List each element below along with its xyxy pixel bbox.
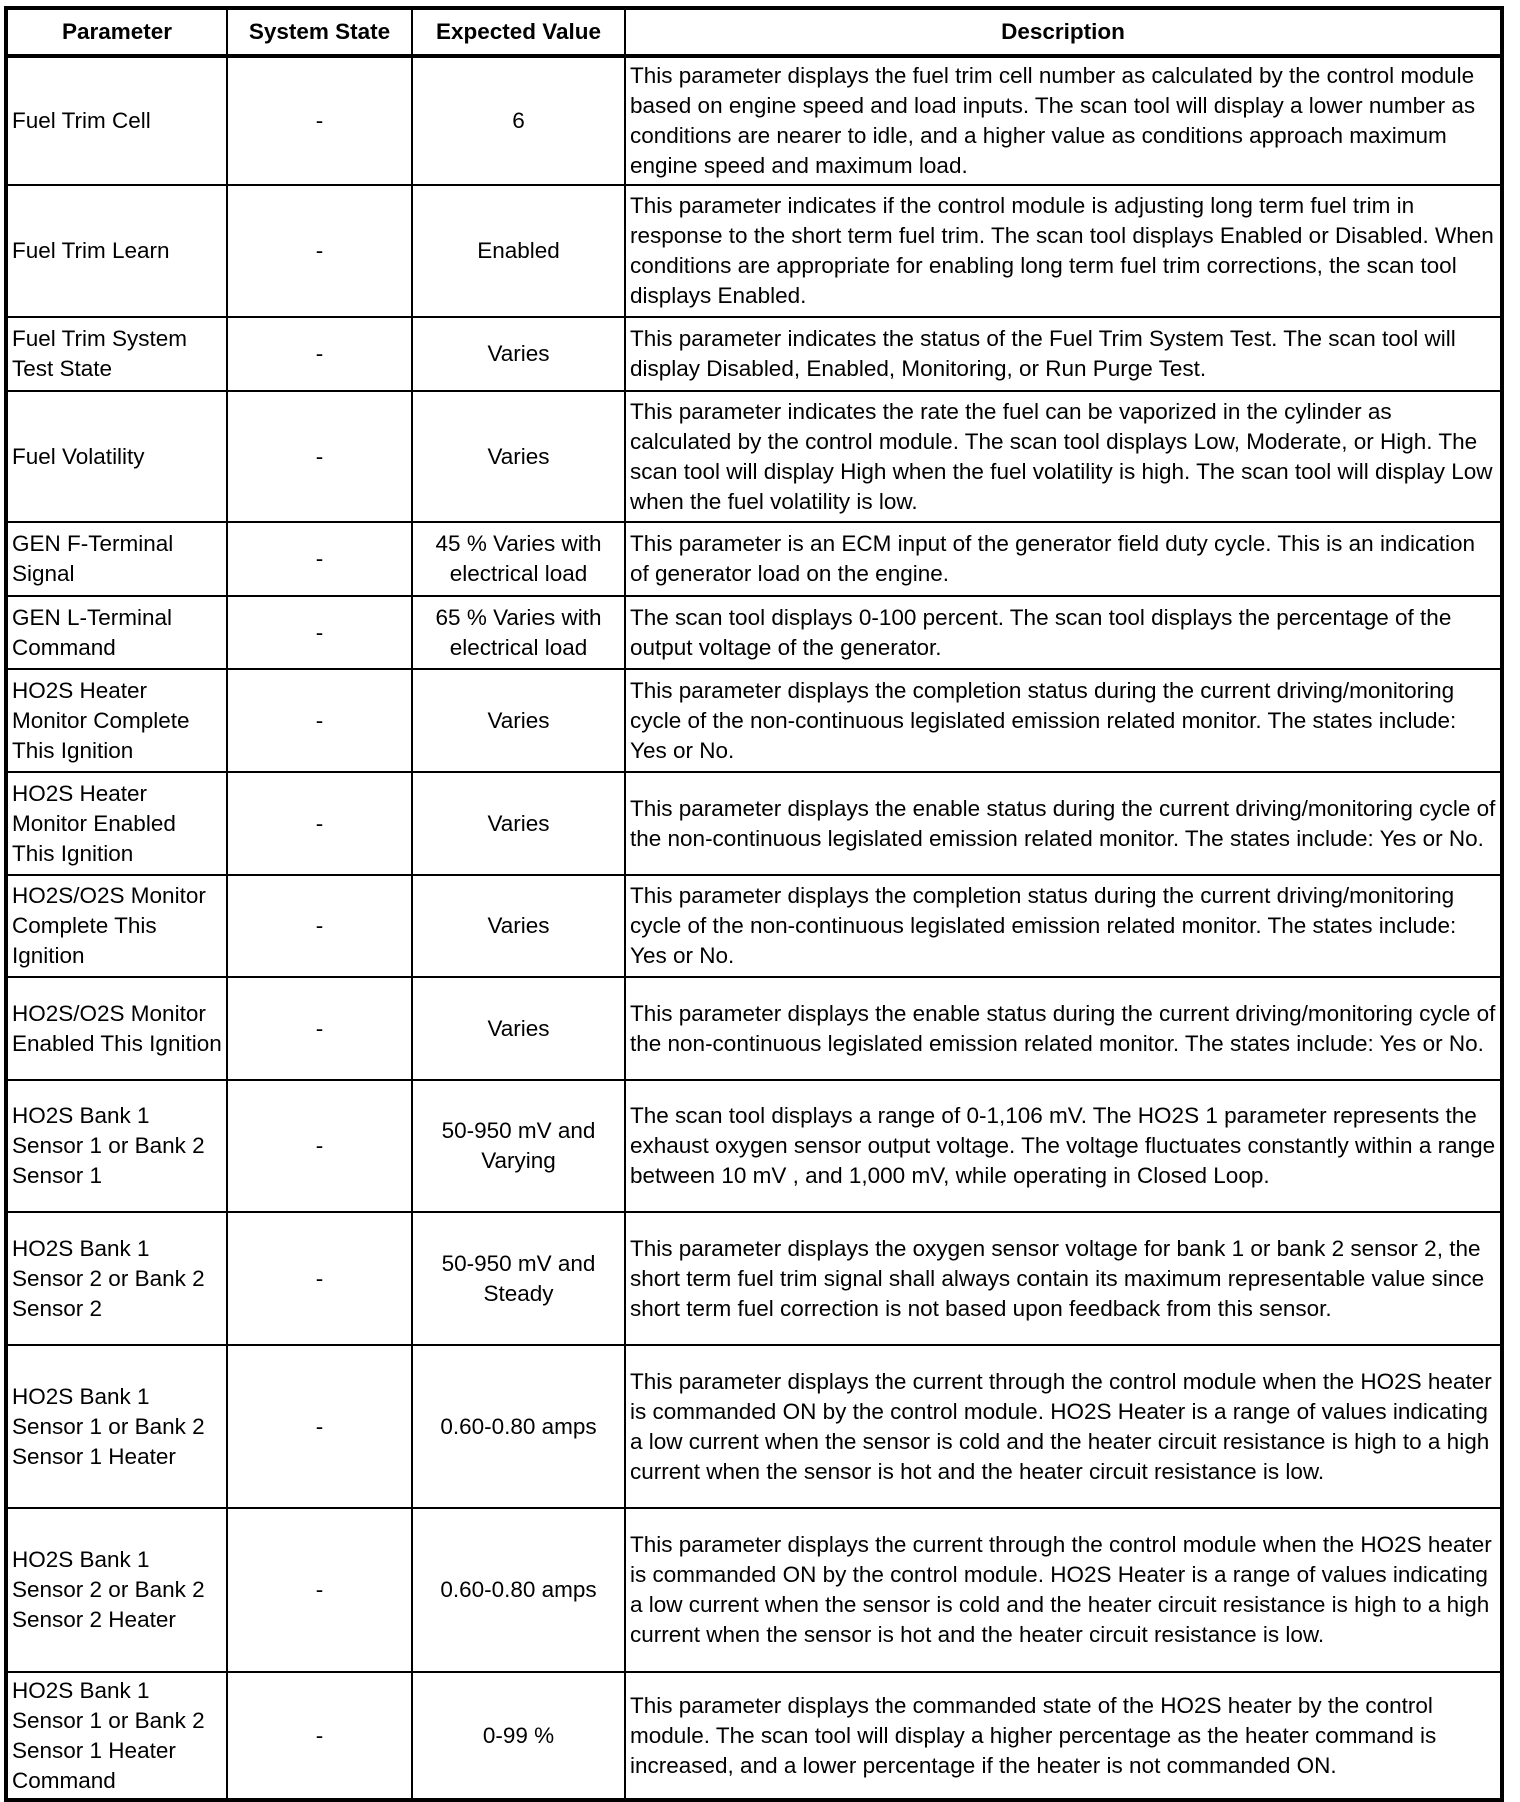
table-header — [6, 8, 1502, 56]
cell-parameter: HO2S Bank 1 Sensor 1 or Bank 2 Sensor 1 — [6, 1080, 227, 1212]
cell-system-state: - — [227, 185, 412, 317]
cell-system-state: - — [227, 1080, 412, 1212]
cell-system-state: - — [227, 596, 412, 669]
table-row — [6, 977, 1502, 1080]
table-row — [6, 875, 1502, 977]
cell-description: This parameter displays the current through the control module when the HO2S heater is commanded ON by the control module. HO2S Heater is a range of values indicating a low current when the sensor is cold and the heater circuit resistance is high to a high current when the sensor is hot and the heater circuit resistance is low. — [625, 1345, 1502, 1508]
cell-parameter: HO2S Bank 1 Sensor 1 or Bank 2 Sensor 1 Heater Command — [6, 1672, 227, 1800]
cell-description: This parameter indicates the rate the fuel can be vaporized in the cylinder as calculated by the control module. The scan tool displays Low, Moderate, or High. The scan tool will display High when the fuel volatility is high. The scan tool will display Low when the fuel volatility is low. — [625, 391, 1502, 522]
table-row — [6, 669, 1502, 772]
cell-expected-value: 45 % Varies with electrical load — [412, 522, 625, 596]
cell-system-state: - — [227, 522, 412, 596]
cell-system-state: - — [227, 317, 412, 391]
cell-description: This parameter indicates the status of the Fuel Trim System Test. The scan tool will display Disabled, Enabled, Monitoring, or Run Purge Test. — [625, 317, 1502, 391]
table-row — [6, 1508, 1502, 1672]
cell-system-state: - — [227, 1672, 412, 1800]
table-body — [6, 56, 1502, 1800]
cell-expected-value: 50-950 mV and Varying — [412, 1080, 625, 1212]
table-row — [6, 1080, 1502, 1212]
cell-system-state: - — [227, 1345, 412, 1508]
cell-expected-value: 50-950 mV and Steady — [412, 1212, 625, 1345]
cell-description: This parameter displays the current through the control module when the HO2S heater is commanded ON by the control module. HO2S Heater is a range of values indicating a low current when the sensor is cold and the heater circuit resistance is high to a high current when the sensor is hot and the heater circuit resistance is low. — [625, 1508, 1502, 1672]
cell-description: This parameter displays the oxygen sensor voltage for bank 1 or bank 2 sensor 2, the short term fuel trim signal shall always contain its maximum representable value since short term fuel correction is not based upon feedback from this sensor. — [625, 1212, 1502, 1345]
cell-expected-value: Varies — [412, 317, 625, 391]
table-row — [6, 317, 1502, 391]
cell-expected-value: 0-99 % — [412, 1672, 625, 1800]
cell-description: This parameter displays the commanded state of the HO2S heater by the control module. The scan tool will display a higher percentage as the heater command is increased, and a lower percentage if the heater is not commanded ON. — [625, 1672, 1502, 1800]
cell-system-state: - — [227, 772, 412, 875]
cell-expected-value: 0.60-0.80 amps — [412, 1345, 625, 1508]
cell-parameter: Fuel Volatility — [6, 391, 227, 522]
cell-parameter: GEN L-Terminal Command — [6, 596, 227, 669]
cell-expected-value: Enabled — [412, 185, 625, 317]
cell-parameter: HO2S Bank 1 Sensor 2 or Bank 2 Sensor 2 Heater — [6, 1508, 227, 1672]
cell-system-state: - — [227, 56, 412, 185]
cell-expected-value: Varies — [412, 772, 625, 875]
cell-system-state: - — [227, 391, 412, 522]
table-row — [6, 522, 1502, 596]
table-row — [6, 1345, 1502, 1508]
table-row — [6, 772, 1502, 875]
header-expected-value: Expected Value — [412, 8, 625, 56]
table-row — [6, 391, 1502, 522]
cell-parameter: HO2S Heater Monitor Complete This Ignition — [6, 669, 227, 772]
cell-system-state: - — [227, 1212, 412, 1345]
cell-system-state: - — [227, 977, 412, 1080]
table-row — [6, 1212, 1502, 1345]
cell-description: This parameter displays the completion status during the current driving/monitoring cycle of the non-continuous legislated emission related monitor. The states include: Yes or No. — [625, 875, 1502, 977]
table-row — [6, 185, 1502, 317]
cell-description: This parameter displays the enable status during the current driving/monitoring cycle of the non-continuous legislated emission related monitor. The states include: Yes or No. — [625, 977, 1502, 1080]
cell-expected-value: Varies — [412, 875, 625, 977]
cell-description: This parameter displays the enable status during the current driving/monitoring cycle of the non-continuous legislated emission related monitor. The states include: Yes or No. — [625, 772, 1502, 875]
header-system-state: System State — [227, 8, 412, 56]
parameter-table — [4, 6, 1504, 1802]
cell-expected-value: 65 % Varies with electrical load — [412, 596, 625, 669]
cell-expected-value: 0.60-0.80 amps — [412, 1508, 625, 1672]
cell-description: The scan tool displays 0-100 percent. The scan tool displays the percentage of the output voltage of the generator. — [625, 596, 1502, 669]
cell-expected-value: Varies — [412, 391, 625, 522]
header-parameter: Parameter — [6, 8, 227, 56]
cell-expected-value: 6 — [412, 56, 625, 185]
cell-parameter: HO2S Heater Monitor Enabled This Ignition — [6, 772, 227, 875]
cell-parameter: GEN F-Terminal Signal — [6, 522, 227, 596]
table-row — [6, 56, 1502, 185]
cell-system-state: - — [227, 669, 412, 772]
cell-parameter: Fuel Trim System Test State — [6, 317, 227, 391]
table-row — [6, 596, 1502, 669]
cell-parameter: HO2S/O2S Monitor Enabled This Ignition — [6, 977, 227, 1080]
cell-system-state: - — [227, 1508, 412, 1672]
cell-parameter: Fuel Trim Learn — [6, 185, 227, 317]
cell-description: This parameter is an ECM input of the generator field duty cycle. This is an indication of generator load on the engine. — [625, 522, 1502, 596]
table-row — [6, 1672, 1502, 1800]
cell-description: This parameter displays the completion status during the current driving/monitoring cycle of the non-continuous legislated emission related monitor. The states include: Yes or No. — [625, 669, 1502, 772]
cell-expected-value: Varies — [412, 669, 625, 772]
cell-parameter: Fuel Trim Cell — [6, 56, 227, 185]
cell-parameter: HO2S Bank 1 Sensor 2 or Bank 2 Sensor 2 — [6, 1212, 227, 1345]
cell-description: The scan tool displays a range of 0-1,106 mV. The HO2S 1 parameter represents the exhaust oxygen sensor output voltage. The voltage fluctuates constantly within a range between 10 mV , and 1,000 mV, while operating in Closed Loop. — [625, 1080, 1502, 1212]
cell-description: This parameter indicates if the control module is adjusting long term fuel trim in response to the short term fuel trim. The scan tool displays Enabled or Disabled. When conditions are appropriate for enabling long term fuel trim corrections, the scan tool displays Enabled. — [625, 185, 1502, 317]
cell-system-state: - — [227, 875, 412, 977]
header-description: Description — [625, 8, 1502, 56]
cell-description: This parameter displays the fuel trim cell number as calculated by the control module based on engine speed and load inputs. The scan tool will display a lower number as conditions are nearer to idle, and a higher value as conditions approach maximum engine speed and maximum load. — [625, 56, 1502, 185]
cell-parameter: HO2S Bank 1 Sensor 1 or Bank 2 Sensor 1 Heater — [6, 1345, 227, 1508]
cell-parameter: HO2S/O2S Monitor Complete This Ignition — [6, 875, 227, 977]
cell-expected-value: Varies — [412, 977, 625, 1080]
header-row — [6, 8, 1502, 56]
